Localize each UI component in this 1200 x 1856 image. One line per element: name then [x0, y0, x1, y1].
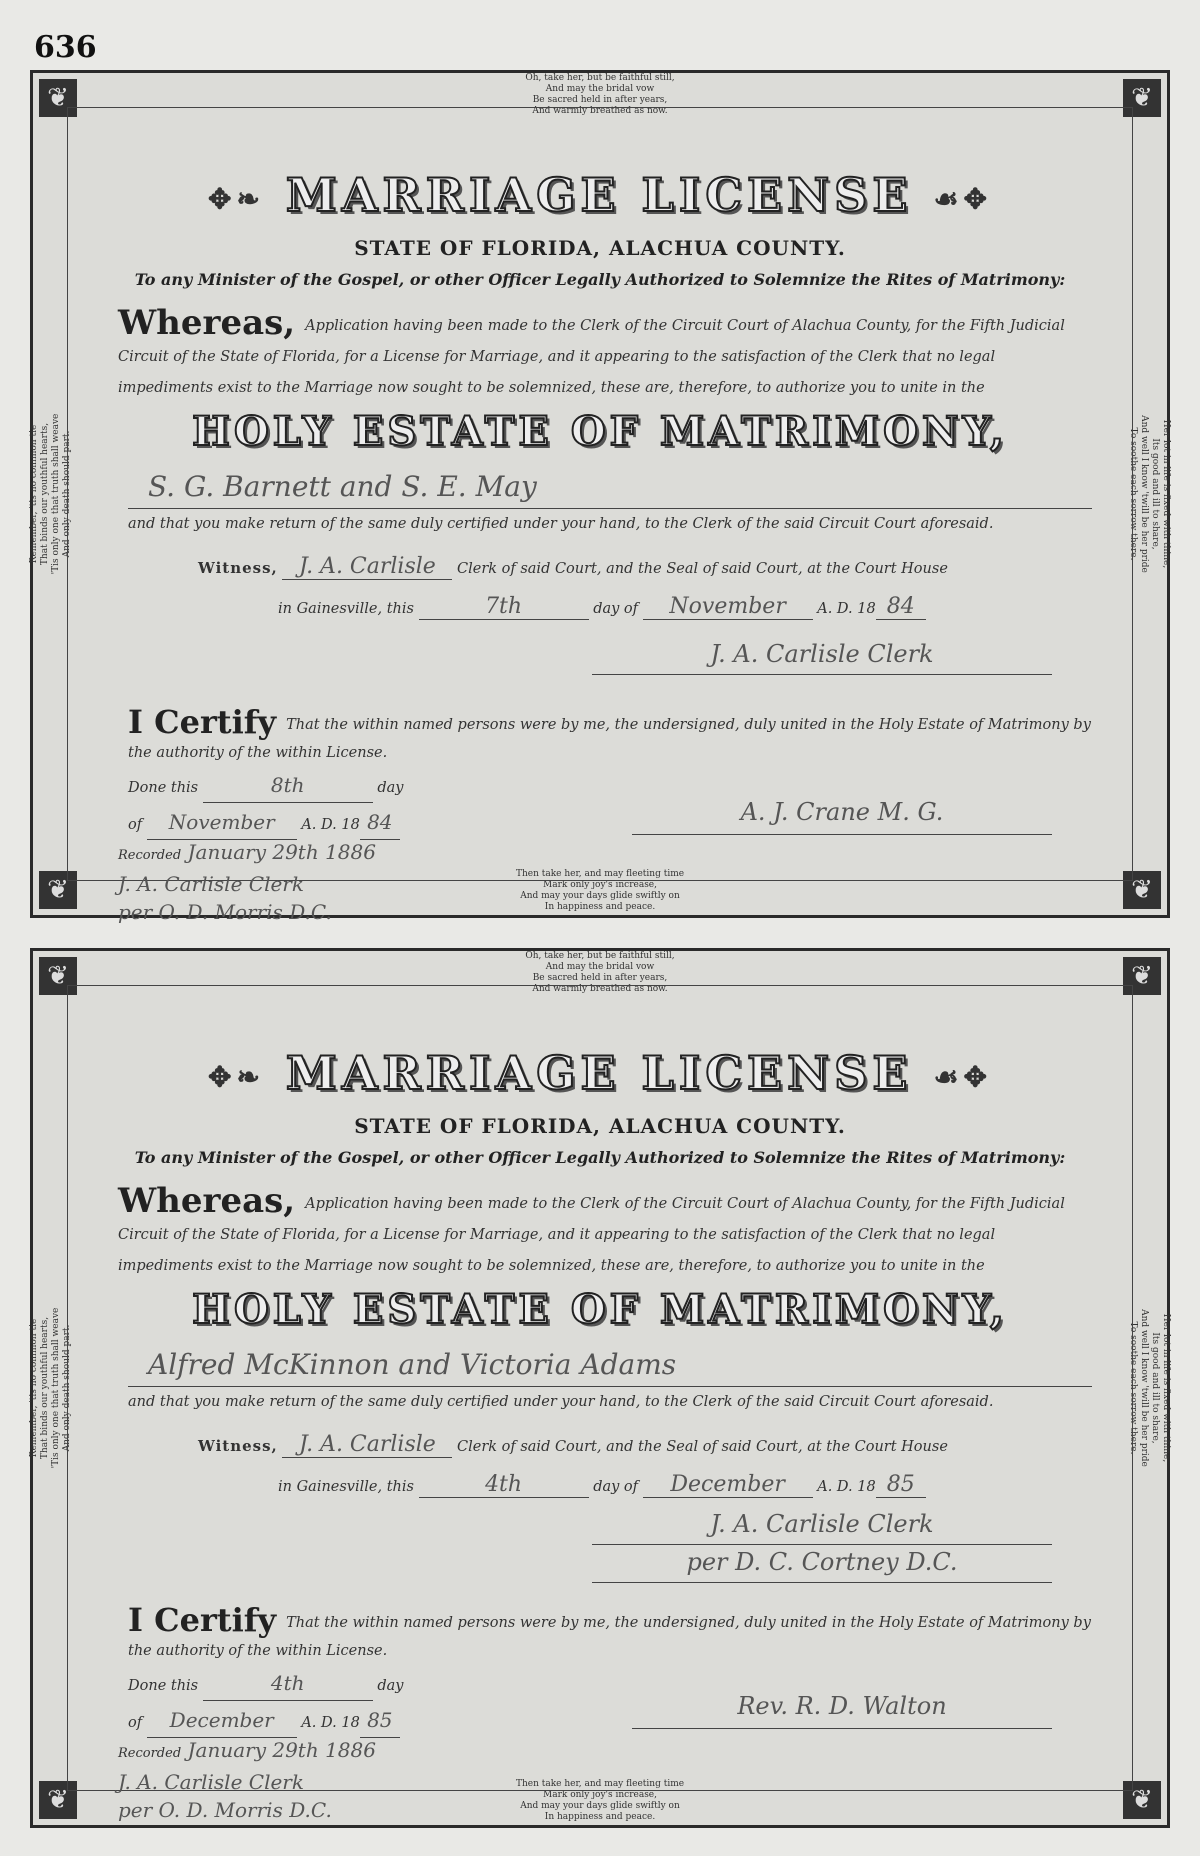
- certify-lead: I Certify: [128, 703, 277, 741]
- done-block: Done this 4th day of December A. D. 18 85: [128, 1666, 488, 1740]
- done-block: Done this 8th day of November A. D. 18 84: [128, 768, 488, 842]
- verse-bottom: Then take her, and may fleeting time Mark only joy's increase, And may your days glide swiftly on In happiness and peace.: [515, 869, 685, 912]
- address-line: To any Minister of the Gospel, or other Officer Legally Authorized to Solemnize the Rites of Matrimony:: [134, 270, 1066, 289]
- issue-date-line: in Gainesville, this 4th day of December A. D. 18 85: [278, 1472, 1092, 1498]
- done-year: 85: [360, 1703, 400, 1738]
- certify-paragraph: I Certify That the within named persons were by me, the undersigned, duly united in the Holy Estate of Matrimony by the authority of the within License.: [128, 703, 1091, 761]
- ornament-icon: ❦: [1123, 79, 1161, 117]
- deputy-signature: per D. C. Cortney D.C.: [592, 1548, 1052, 1583]
- return-text: and that you make return of the same duly certified under your hand, to the Clerk of the said Circuit Court aforesaid.: [128, 1394, 994, 1410]
- verse-top: Oh, take her, but be faithful still, And may the bridal vow Be sacred held in after years, And warmly breathed as now.: [525, 73, 675, 116]
- witness-label: Witness,: [198, 559, 278, 577]
- ornament-icon: ❦: [39, 79, 77, 117]
- done-day: 8th: [203, 768, 373, 803]
- marriage-license-1: [29, 70, 1171, 924]
- flourish-icon: ☙✥: [933, 1060, 992, 1094]
- issue-year: 85: [876, 1472, 926, 1498]
- verse-left: Remember, 'tis no common tie That binds our youthful hearts, 'Tis only one that truth shall weave And only death should part.: [29, 1307, 72, 1469]
- whereas-lead: Whereas,: [118, 1181, 296, 1221]
- couple-names: S. G. Barnett and S. E. May: [128, 470, 1092, 509]
- clerk-signature: J. A. Carlisle Clerk: [592, 640, 1052, 675]
- done-month: December: [147, 1703, 297, 1738]
- state-line: STATE OF FLORIDA, ALACHUA COUNTY.: [354, 1114, 846, 1138]
- verse-right: Her lot in life is fixed with thine, Its good and ill to share, And well I know 'twill be her pride To soothe each sorrow there.: [1128, 415, 1171, 573]
- whereas-lead: Whereas,: [118, 303, 296, 343]
- certify-lead: I Certify: [128, 1601, 277, 1639]
- minister-signature: Rev. R. D. Walton: [632, 1692, 1052, 1729]
- marriage-license-2: [30, 948, 1170, 1828]
- holy-estate-heading: HOLY ESTATE OF MATRIMONY,: [192, 1286, 1008, 1333]
- flourish-icon: ☙✥: [933, 182, 992, 216]
- clerk-signature: J. A. Carlisle Clerk: [592, 1510, 1052, 1545]
- ornament-icon: ❦: [39, 871, 77, 909]
- verse-left: Remember, 'tis no common tie That binds our youthful hearts, 'Tis only one that truth shall weave And only death should part.: [29, 413, 72, 575]
- flourish-icon: ✥❧: [207, 182, 265, 216]
- license-heading: ✥❧ MARRIAGE LICENSE ☙✥: [207, 1046, 992, 1100]
- recorded-note: Recorded January 29th 1886 J. A. Carlisle Clerk per O. D. Morris D.C.: [118, 840, 376, 924]
- whereas-text: Application having been made to the Clerk of the Circuit Court of Alachua County, for the Fifth Judicial Circuit of the State of Florida, for a License for Marriage, and it appearing to the satisfaction of the Clerk that no legal impediments exist to the Marriage now sought to be solemnized, these are, therefore, to authorize you to unite in the: [118, 318, 1065, 396]
- witness-line: [198, 1432, 1092, 1458]
- whereas-paragraph: [118, 1181, 1092, 1282]
- state-line: STATE OF FLORIDA, ALACHUA COUNTY.: [354, 236, 846, 260]
- done-year: 84: [360, 805, 400, 840]
- ornament-icon: ❦: [39, 957, 77, 995]
- witness-line: [198, 554, 1092, 580]
- address-line: To any Minister of the Gospel, or other Officer Legally Authorized to Solemnize the Rites of Matrimony:: [134, 1148, 1066, 1167]
- verse-right: Her lot in life is fixed with thine, Its good and ill to share, And well I know 'twill be her pride To soothe each sorrow there.: [1128, 1309, 1171, 1467]
- whereas-paragraph: [118, 303, 1092, 404]
- ornament-icon: ❦: [1123, 957, 1161, 995]
- ornament-icon: ❦: [1123, 1781, 1161, 1819]
- witness-text: Clerk of said Court, and the Seal of said Court, at the Court House: [457, 1439, 948, 1455]
- issue-day: 7th: [419, 594, 589, 620]
- couple-names: Alfred McKinnon and Victoria Adams: [128, 1348, 1092, 1387]
- minister-signature: A. J. Crane M. G.: [632, 798, 1052, 835]
- issue-month: December: [643, 1472, 813, 1498]
- witness-text: Clerk of said Court, and the Seal of said Court, at the Court House: [457, 561, 948, 577]
- issue-date-line: in Gainesville, this 7th day of November A. D. 18 84: [278, 594, 1092, 620]
- issue-day: 4th: [419, 1472, 589, 1498]
- witness-label: Witness,: [198, 1437, 278, 1455]
- verse-bottom: Then take her, and may fleeting time Mark only joy's increase, And may your days glide swiftly on In happiness and peace.: [515, 1779, 685, 1822]
- verse-top: Oh, take her, but be faithful still, And may the bridal vow Be sacred held in after years, And warmly breathed as now.: [525, 951, 675, 994]
- whereas-text: Application having been made to the Clerk of the Circuit Court of Alachua County, for the Fifth Judicial Circuit of the State of Florida, for a License for Marriage, and it appearing to the satisfaction of the Clerk that no legal impediments exist to the Marriage now sought to be solemnized, these are, therefore, to authorize you to unite in the: [118, 1196, 1065, 1274]
- issue-year: 84: [876, 594, 926, 620]
- witness-signature: J. A. Carlisle: [282, 554, 452, 580]
- holy-estate-heading: HOLY ESTATE OF MATRIMONY,: [192, 408, 1008, 455]
- license-heading: ✥❧ MARRIAGE LICENSE ☙✥: [207, 168, 992, 222]
- recorded-note: Recorded January 29th 1886 J. A. Carlisle Clerk per O. D. Morris D.C.: [118, 1738, 376, 1822]
- certify-paragraph: I Certify That the within named persons were by me, the undersigned, duly united in the Holy Estate of Matrimony by the authority of the within License.: [128, 1601, 1091, 1659]
- done-month: November: [147, 805, 297, 840]
- done-day: 4th: [203, 1666, 373, 1701]
- ornament-icon: ❦: [1123, 871, 1161, 909]
- flourish-icon: ✥❧: [207, 1060, 265, 1094]
- witness-signature: J. A. Carlisle: [282, 1432, 452, 1458]
- return-text: and that you make return of the same duly certified under your hand, to the Clerk of the said Circuit Court aforesaid.: [128, 516, 994, 532]
- ornament-icon: ❦: [39, 1781, 77, 1819]
- page-number: 636: [34, 30, 97, 65]
- issue-month: November: [643, 594, 813, 620]
